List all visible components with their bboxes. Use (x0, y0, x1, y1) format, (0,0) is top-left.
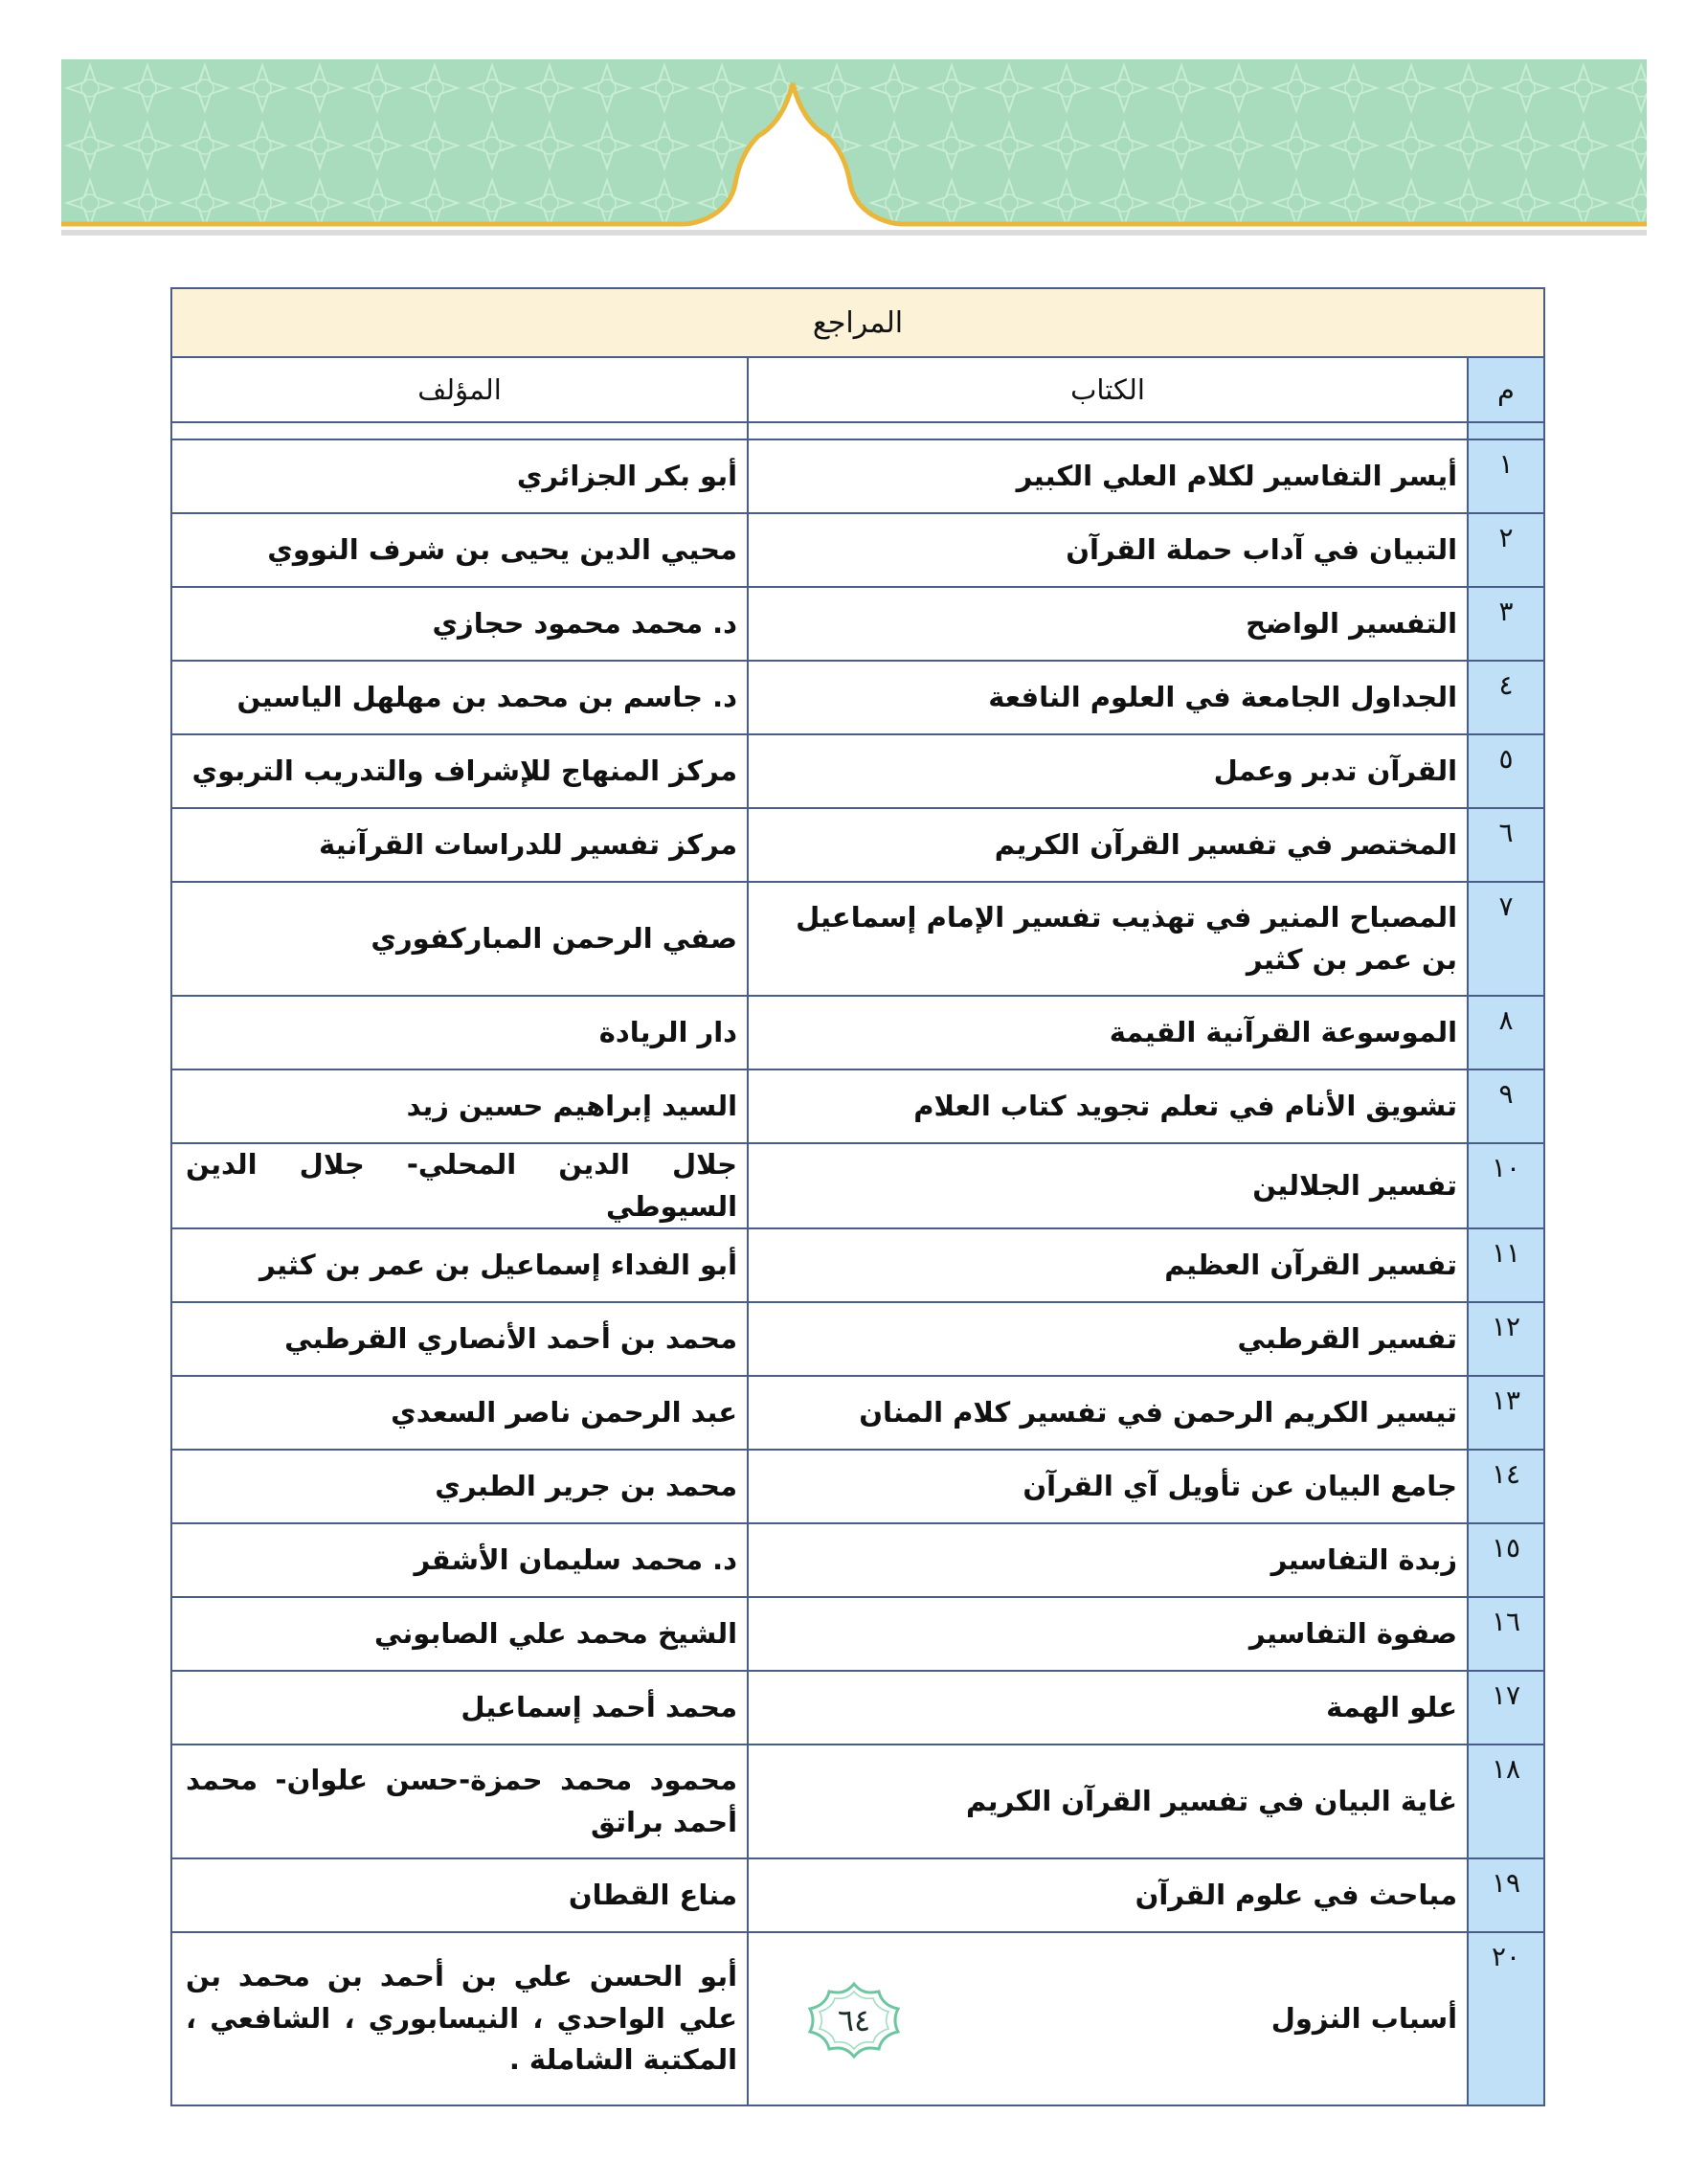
book-title: تفسير القرطبي (748, 1302, 1468, 1376)
table-row (171, 1597, 1544, 1671)
author-name: أبو الفداء إسماعيل بن عمر بن كثير (171, 1228, 748, 1302)
book-title: زبدة التفاسير (748, 1523, 1468, 1597)
row-number: ١٦ (1468, 1597, 1544, 1671)
arch-ornament (61, 59, 1647, 241)
decorative-header-band (61, 59, 1647, 241)
row-number: ١٤ (1468, 1450, 1544, 1523)
book-title: القرآن تدبر وعمل (748, 734, 1468, 808)
row-number: ١٥ (1468, 1523, 1544, 1597)
author-name: محمد أحمد إسماعيل (171, 1671, 748, 1745)
book-title: التفسير الواضح (748, 587, 1468, 661)
spacer-cell (1468, 422, 1544, 439)
author-name: د. جاسم بن محمد بن مهلهل الياسين (171, 661, 748, 734)
page-number-badge (802, 1980, 906, 2060)
header-author: المؤلف (171, 357, 748, 422)
author-name: مركز المنهاج للإشراف والتدريب التربوي (171, 734, 748, 808)
author-name: السيد إبراهيم حسين زيد (171, 1069, 748, 1143)
table-row (171, 1450, 1544, 1523)
row-number: ١١ (1468, 1228, 1544, 1302)
author-name: الشيخ محمد علي الصابوني (171, 1597, 748, 1671)
header-number: م (1468, 357, 1544, 422)
table-row (171, 996, 1544, 1069)
row-number: ١٧ (1468, 1671, 1544, 1745)
page-number: ٦٤ (837, 2002, 871, 2038)
table-row (171, 1376, 1544, 1450)
table-row (171, 1302, 1544, 1376)
row-number: ٧ (1468, 882, 1544, 996)
book-title: التبيان في آداب حملة القرآن (748, 513, 1468, 587)
author-name: صفي الرحمن المباركفوري (171, 882, 748, 996)
row-number: ٢٠ (1468, 1932, 1544, 2105)
book-title: مباحث في علوم القرآن (748, 1858, 1468, 1932)
row-number: ١٠ (1468, 1143, 1544, 1228)
row-number: ٨ (1468, 996, 1544, 1069)
row-number: ٦ (1468, 808, 1544, 882)
book-title: الموسوعة القرآنية القيمة (748, 996, 1468, 1069)
book-title: تفسير القرآن العظيم (748, 1228, 1468, 1302)
book-title: علو الهمة (748, 1671, 1468, 1745)
spacer-cell (171, 422, 748, 439)
table-row (171, 587, 1544, 661)
author-name: محمد بن أحمد الأنصاري القرطبي (171, 1302, 748, 1376)
book-title: المختصر في تفسير القرآن الكريم (748, 808, 1468, 882)
row-number: ١ (1468, 439, 1544, 513)
table-row (171, 1745, 1544, 1858)
references-table-container (170, 287, 1543, 2106)
row-number: ٤ (1468, 661, 1544, 734)
author-name: محمد بن جرير الطبري (171, 1450, 748, 1523)
references-table (170, 287, 1545, 2106)
author-name: محيي الدين يحيى بن شرف النووي (171, 513, 748, 587)
author-name: أبو الحسن علي بن أحمد بن محمد بن علي الواحدي ، النيسابوري ، الشافعي ، المكتبة الشاملة . (171, 1932, 748, 2105)
table-row (171, 1858, 1544, 1932)
table-row (171, 661, 1544, 734)
row-number: ٢ (1468, 513, 1544, 587)
header-book: الكتاب (748, 357, 1468, 422)
table-row (171, 513, 1544, 587)
book-title: أيسر التفاسير لكلام العلي الكبير (748, 439, 1468, 513)
table-row (171, 1143, 1544, 1228)
author-name: محمود محمد حمزة-حسن علوان- محمد أحمد براتق (171, 1745, 748, 1858)
table-row (171, 882, 1544, 996)
book-title: الجداول الجامعة في العلوم النافعة (748, 661, 1468, 734)
book-title: أسباب النزول (748, 1932, 1468, 2105)
book-title: جامع البيان عن تأويل آي القرآن (748, 1450, 1468, 1523)
table-row (171, 1069, 1544, 1143)
table-row (171, 1228, 1544, 1302)
row-number: ٥ (1468, 734, 1544, 808)
table-title: المراجع (171, 288, 1544, 357)
book-title: تشويق الأنام في تعلم تجويد كتاب العلام (748, 1069, 1468, 1143)
book-title: تيسير الكريم الرحمن في تفسير كلام المنان (748, 1376, 1468, 1450)
table-row (171, 808, 1544, 882)
book-title: تفسير الجلالين (748, 1143, 1468, 1228)
author-name: دار الريادة (171, 996, 748, 1069)
author-name: مركز تفسير للدراسات القرآنية (171, 808, 748, 882)
book-title: غاية البيان في تفسير القرآن الكريم (748, 1745, 1468, 1858)
book-title: المصباح المنير في تهذيب تفسير الإمام إسماعيل بن عمر بن كثير (748, 882, 1468, 996)
row-number: ١٢ (1468, 1302, 1544, 1376)
table-row (171, 439, 1544, 513)
author-name: د. محمد سليمان الأشقر (171, 1523, 748, 1597)
spacer-cell (748, 422, 1468, 439)
row-number: ١٨ (1468, 1745, 1544, 1858)
author-name: مناع القطان (171, 1858, 748, 1932)
row-number: ٩ (1468, 1069, 1544, 1143)
table-row (171, 1523, 1544, 1597)
author-name: د. محمد محمود حجازي (171, 587, 748, 661)
row-number: ٣ (1468, 587, 1544, 661)
row-number: ١٩ (1468, 1858, 1544, 1932)
table-row (171, 1671, 1544, 1745)
book-title: صفوة التفاسير (748, 1597, 1468, 1671)
row-number: ١٣ (1468, 1376, 1544, 1450)
author-name: عبد الرحمن ناصر السعدي (171, 1376, 748, 1450)
author-name: جلال الدين المحلي- جلال الدين السيوطي (171, 1143, 748, 1228)
table-row (171, 734, 1544, 808)
author-name: أبو بكر الجزائري (171, 439, 748, 513)
